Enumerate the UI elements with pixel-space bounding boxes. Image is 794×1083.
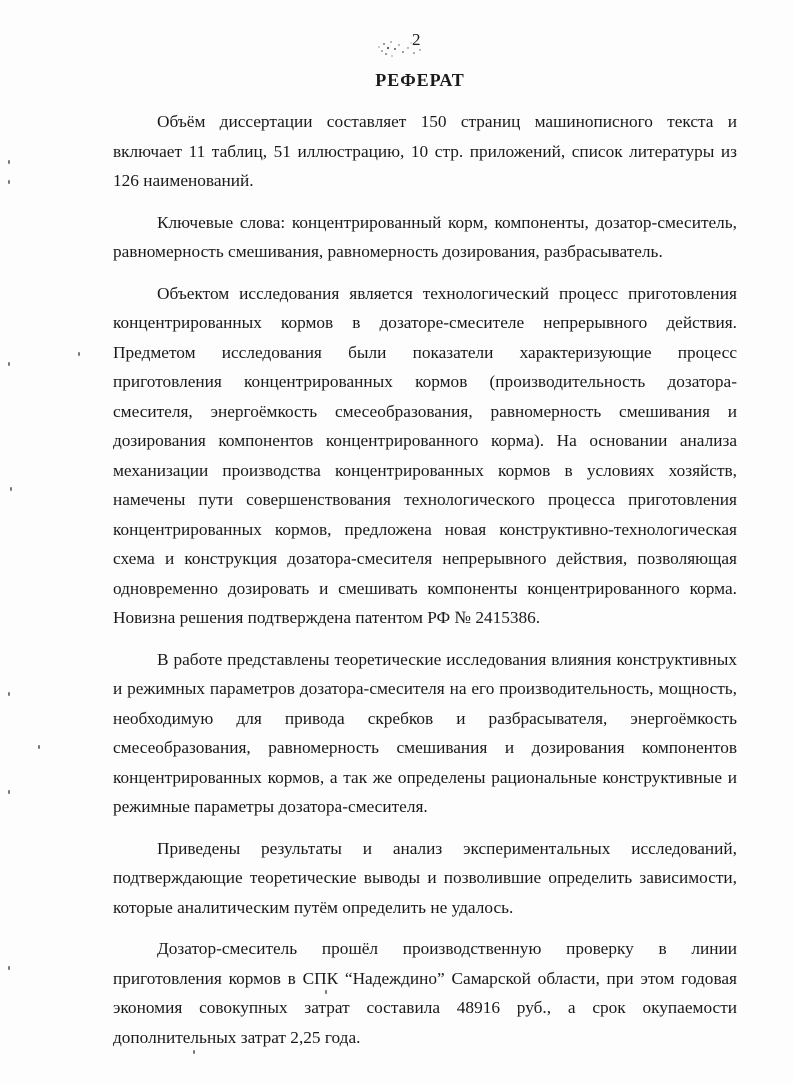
page-number: 2	[412, 30, 421, 49]
paragraph-experiments: Приведены результаты и анализ экспериментальных исследований, подтверждающие теоретические выводы и позволившие определить зависимости, которые аналитическим путём определить не удалось.	[113, 838, 737, 917]
abstract-heading: РЕФЕРАТ	[375, 70, 465, 90]
scan-speck	[78, 352, 80, 356]
scan-speck	[8, 180, 10, 184]
scan-speck	[8, 790, 10, 794]
scan-speck	[8, 160, 10, 164]
paragraph-validation: Дозатор-смеситель прошёл производственную проверку в линии приготовления кормов в СПК “Надеждино” Самарской области, при этом годовая экономия совокупных затрат составила 48916 руб., а срок окупаемости дополнительных затрат 2,25 года.	[113, 939, 737, 1047]
paragraph-theory: В работе представлены теоретические исследования влияния конструктивных и режимных параметров дозатора-смесителя на его производительность, мощность, необходимую для привода скребков и разбрасывателя, энергоёмкость смесеобразования, равномерность смешивания и дозирования компонентов концентрированных кормов, а так же определены рациональные конструктивные и режимные параметры дозатора-смесителя.	[113, 649, 737, 816]
abstract-body	[113, 107, 737, 1064]
scan-speck	[8, 362, 10, 366]
paragraph-keywords: Ключевые слова: концентрированный корм, компоненты, дозатор-смеситель, равномерность смешивания, равномерность дозирования, разбрасыватель.	[113, 212, 737, 261]
scan-speck	[325, 990, 327, 994]
scan-speck	[8, 966, 10, 970]
scan-speck	[10, 487, 12, 491]
scan-noise-marks	[370, 34, 430, 64]
scan-speck	[38, 745, 40, 749]
paragraph-scope: Объём диссертации составляет 150 страниц машинописного текста и включает 11 таблиц, 51 иллюстрацию, 10 стр. приложений, список литературы из 126 наименований.	[113, 112, 737, 190]
scan-speck	[193, 1050, 195, 1054]
scan-speck	[8, 692, 10, 696]
paragraph-object: Объектом исследования является технологический процесс приготовления концентрированных кормов в дозаторе-смесителе непрерывного действия. Предметом исследования были показатели характеризующие процесс приготовления концентрированных кормов (производительность дозатора-смесителя, энергоёмкость смесеобразования, равномерность смешивания и дозирования компонентов концентрированного корма). На основании анализа механизации производства концентрированных кормов в условиях хозяйств, намечены пути совершенствования технологического процесса приготовления концентрированных кормов, предложена новая конструктивно-технологическая схема и конструкция дозатора-смесителя непрерывного действия, позволяющая одновременно дозировать и смешивать компоненты концентрированного корма. Новизна решения подтверждена патентом РФ № 2415386.	[113, 283, 737, 627]
